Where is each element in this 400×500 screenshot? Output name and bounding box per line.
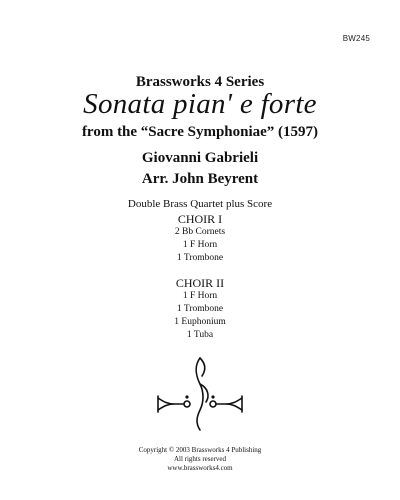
choir-1-item: 1 F Horn bbox=[182, 240, 218, 250]
brassworks-4-logo-icon bbox=[154, 354, 246, 432]
composer-name: Giovanni Gabrieli bbox=[141, 150, 259, 166]
choir-1-item: 1 Trombone bbox=[176, 253, 224, 263]
website-link[interactable]: www.brassworks4.com bbox=[167, 464, 233, 472]
catalog-number: BW245 bbox=[342, 34, 370, 43]
arranger-name: Arr. John Beyrent bbox=[141, 171, 259, 187]
choir-2-list bbox=[0, 276, 400, 342]
copyright-line: Copyright © 2003 Brassworks 4 Publishing bbox=[138, 446, 262, 454]
piece-title: Sonata pian' e forte bbox=[83, 88, 317, 120]
choir-1-heading: CHOIR I bbox=[177, 212, 223, 226]
choir-1-list bbox=[0, 212, 400, 265]
copyright-block bbox=[0, 446, 400, 473]
source-collection: from the “Sacre Symphoniae” (1597) bbox=[81, 124, 319, 140]
choir-2-heading: CHOIR II bbox=[175, 276, 225, 290]
choir-2-item: 1 F Horn bbox=[182, 291, 218, 301]
choir-2-item: 1 Tuba bbox=[186, 330, 214, 340]
choir-2-item: 1 Trombone bbox=[176, 304, 224, 314]
rights-line: All rights reserved bbox=[173, 455, 227, 463]
instrumentation-summary: Double Brass Quartet plus Score bbox=[127, 198, 273, 210]
choir-2-item: 1 Euphonium bbox=[174, 317, 226, 327]
choir-1-item: 2 Bb Cornets bbox=[174, 227, 226, 237]
series-name: Brassworks 4 Series bbox=[135, 74, 265, 90]
